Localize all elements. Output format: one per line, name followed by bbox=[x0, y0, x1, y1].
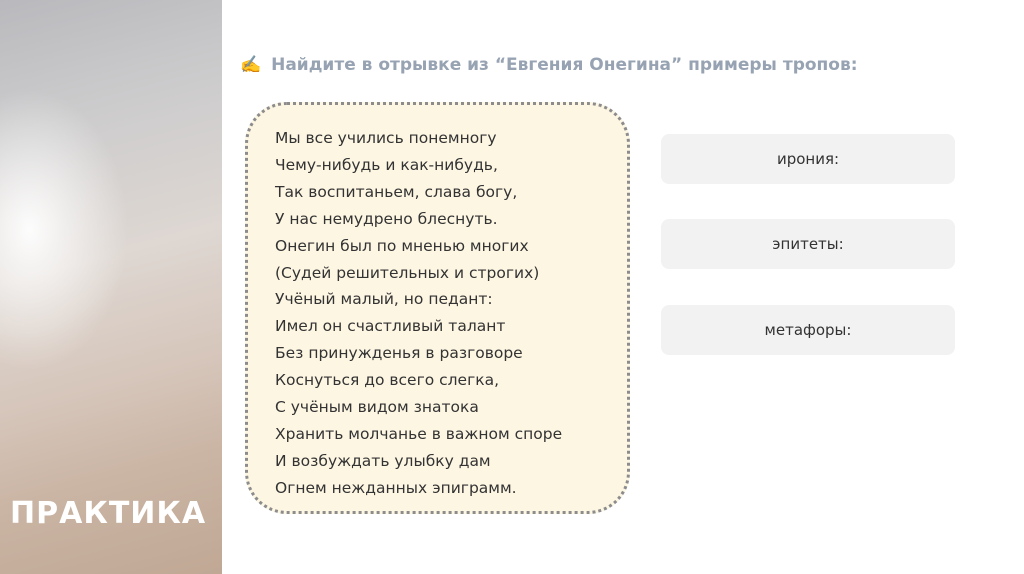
poem-line: Огнем нежданных эпиграмм. bbox=[275, 478, 517, 497]
writing-hand-icon: ✍️ bbox=[240, 55, 262, 75]
poem-line: У нас немудрено блеснуть. bbox=[275, 209, 498, 228]
section-title: ПРАКТИКА bbox=[10, 496, 207, 531]
task-heading bbox=[240, 55, 858, 75]
poem-line: Онегин был по мненью многих bbox=[275, 236, 529, 255]
poem-excerpt bbox=[245, 102, 630, 514]
poem-line: (Судей решительных и строгих) bbox=[275, 263, 540, 282]
poem-line: С учёным видом знатока bbox=[275, 398, 479, 417]
epithets-box: эпитеты: bbox=[661, 219, 955, 269]
metaphors-box: метафоры: bbox=[661, 305, 955, 355]
poem-line: Чему-нибудь и как-нибудь, bbox=[275, 155, 498, 174]
poem-line: Мы все учились понемногу bbox=[275, 129, 497, 147]
poem-line: Имел он счастливый талант bbox=[275, 317, 506, 336]
irony-box: ирония: bbox=[661, 134, 955, 184]
poem-line: Без принужденья в разговоре bbox=[275, 344, 523, 363]
side-panel bbox=[0, 0, 222, 574]
poem-line: Учёный малый, но педант: bbox=[275, 290, 493, 309]
poem-line: Хранить молчанье в важном споре bbox=[275, 424, 563, 443]
poem-line: Так воспитаньем, слава богу, bbox=[275, 182, 518, 201]
task-text: Найдите в отрывке из “Евгения Онегина” примеры тропов: bbox=[271, 55, 858, 75]
poem-line: Коснуться до всего слегка, bbox=[275, 371, 500, 390]
poem-line: И возбуждать улыбку дам bbox=[275, 451, 491, 470]
